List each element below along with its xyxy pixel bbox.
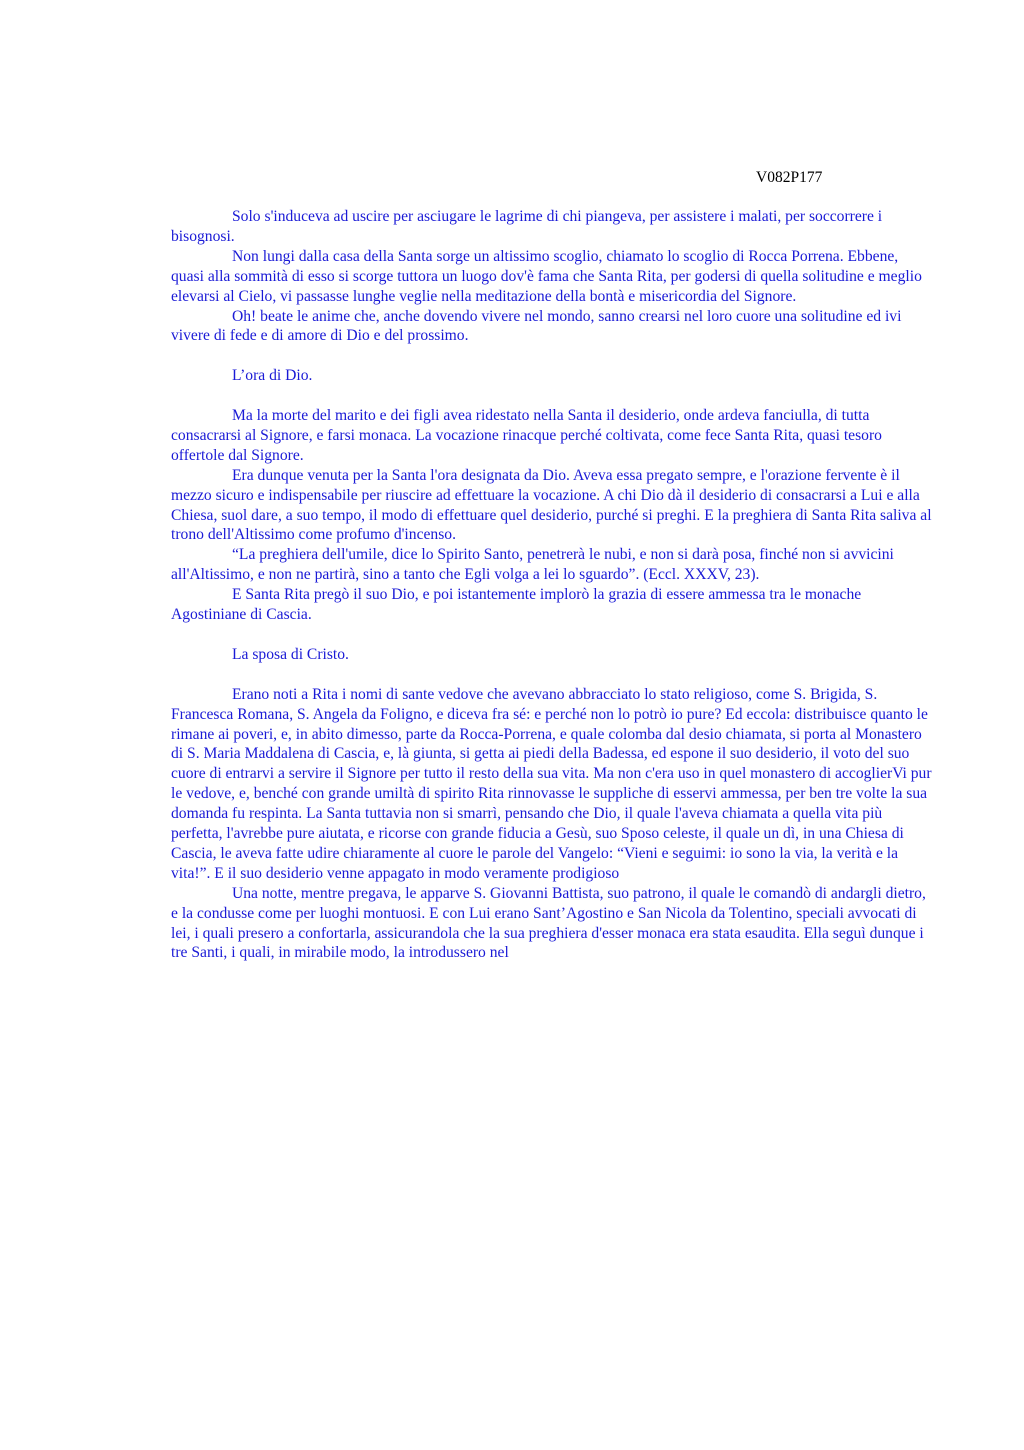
paragraph: Ma la morte del marito e dei figli avea ridestato nella Santa il desiderio, onde ardeva fanciulla, di tutta consacrarsi al Signore, e farsi monaca. La vocazione rinacque perché coltivata, come fece Santa Rita, quasi tesoro offertole dal Signore. <box>171 407 882 464</box>
paragraph: Erano noti a Rita i nomi di sante vedove che avevano abbracciato lo stato religioso, come S. Brigida, S. Francesca Romana, S. Angela da Foligno, e diceva fra sé: e perché non lo potrò io pure? Ed eccola: distribuisce quanto le rimane ai poveri, e, in abito dimesso, parte da Rocca-Porrena, e quale colomba dal desio chiamata, si porta al Monastero di S. Maria Maddalena di Cascia, e, là giunta, si getta ai piedi della Badessa, ed espone il suo desiderio, il voto del suo cuore di entrarvi a servire il Signore per tutto il resto della sua vita. Ma non c'era uso in quel monastero di accoglierVi pur le vedove, e, benché con grande umiltà di spirito Rita rinnovasse le suppliche di esservi ammessa, per ben tre volte la sua domanda fu respinta. La Santa tuttavia non si smarrì, pensando che Dio, il quale l'aveva chiamata a quella vita più perfetta, l'avrebbe pure aiutata, e ricorse con grande fiducia a Gesù, suo Sposo celeste, il quale un dì, in una Chiesa di Cascia, le aveva fatte udire chiaramente al cuore le parole del Vangelo: “Vieni e seguimi: io sono la via, la verità e la vita!”. E il suo desiderio venne appagato in modo veramente prodigioso <box>171 685 932 882</box>
paragraph: Oh! beate le anime che, anche dovendo vivere nel mondo, sanno crearsi nel loro cuore una solitudine ed ivi vivere di fede e di amore di Dio e del prossimo. <box>171 307 902 345</box>
paragraph: Era dunque venuta per la Santa l'ora designata da Dio. Aveva essa pregato sempre, e l'orazione fervente è il mezzo sicuro e indispensabile per riuscire ad effettuare la vocazione. A chi Dio dà il desiderio di consacrarsi a Lui e alla Chiesa, suol dare, a suo tempo, il modo di effettuare quel desiderio, purché si preghi. E la preghiera di Santa Rita saliva al trono dell'Altissimo come profumo d'incenso. <box>171 466 932 544</box>
section-heading: L’ora di Dio. <box>232 367 313 385</box>
paragraph: Una notte, mentre pregava, le apparve S. Giovanni Battista, suo patrono, il quale le comandò di andargli dietro, e la condusse come per luoghi montuosi. E con Lui erano Sant’Agostino e San Nicola da Tolentino, speciali avvocati di lei, i quali presero a confortarla, assicurandola che la sua preghiera d'esser monaca era stata esaudita. Ella seguì dunque i tre Santi, i quali, in mirabile modo, la introdussero nel <box>171 884 926 962</box>
page-code: V082P177 <box>756 169 823 186</box>
paragraph: Solo s'induceva ad uscire per asciugare le lagrime di chi piangeva, per assistere i malati, per soccorrere i bisognosi. <box>171 208 883 245</box>
paragraph: E Santa Rita pregò il suo Dio, e poi istantemente implorò la grazia di essere ammessa tra le monache Agostiniane di Cascia. <box>171 586 862 624</box>
paragraph: Non lungi dalla casa della Santa sorge un altissimo scoglio, chiamato lo scoglio di Rocca Porrena. Ebbene, quasi alla sommità di esso si scorge tuttora un luogo dov'è fama che Santa Rita, per godersi di quella solitudine e meglio elevarsi al Cielo, vi passasse lunghe veglie nella meditazione della bontà e misericordia del Signore. <box>171 247 922 305</box>
paragraph: “La preghiera dell'umile, dice lo Spirito Santo, penetrerà le nubi, e non si darà posa, finché non si avvicini all'Altissimo, e non ne partirà, sino a tanto che Egli volga a lei lo sguardo”. (Eccl. XXXV, 23). <box>171 546 894 584</box>
section-heading: La sposa di Cristo. <box>232 645 349 663</box>
document-body <box>171 207 933 963</box>
